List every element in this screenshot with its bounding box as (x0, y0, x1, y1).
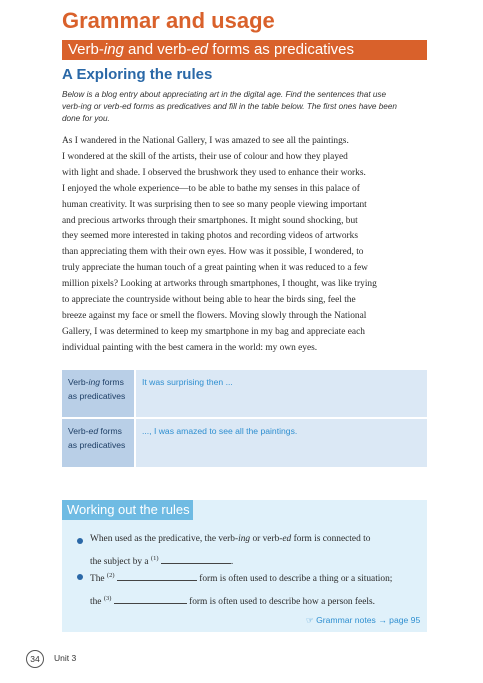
banner-text-3: forms as predicatives (208, 41, 355, 58)
rule-text: form is often used to describe how a person feels. (189, 597, 375, 608)
passage-line: As I wandered in the National Gallery, I was amazed to see all the paintings. (62, 136, 349, 146)
passage-line: million pixels? Looking at artworks through smartphones, I thought, was like trying (62, 279, 377, 290)
blank-3[interactable] (114, 593, 187, 604)
passage-line: to appreciate the countryside without being able to hear the birds sing, feel the (62, 295, 356, 306)
unit-label: Unit 3 (54, 653, 77, 663)
rule-text: form is connected to (291, 534, 371, 544)
rule-text: the (90, 597, 104, 608)
instructions (62, 89, 428, 126)
passage-line: and precious artworks through their smartphones. It might sound shocking, but (62, 215, 358, 226)
rule-text: . (230, 557, 234, 568)
pointing-hand-icon: ☞ (306, 615, 314, 625)
page-title: Grammar and usage (62, 8, 275, 33)
banner-ing: ing (103, 41, 124, 58)
instructions-line: verb-ing or verb-ed forms as predicatives and fill in the table below. The first ones have been (62, 102, 397, 112)
grammar-notes-text: Grammar notes → page 95 (316, 615, 421, 625)
banner-ed: ed (191, 41, 209, 58)
label-part: Verb- (68, 377, 89, 387)
label-part: as predicatives (68, 440, 126, 450)
label-italic: ed (88, 426, 99, 436)
rule-italic: ing (238, 534, 251, 544)
row-ing-label (68, 375, 132, 403)
passage-line: individual painting with the best camera in the world: my own eyes. (62, 342, 318, 353)
blank-number: (3) (103, 595, 112, 603)
predicatives-table (62, 370, 427, 467)
blank-1[interactable] (161, 553, 231, 564)
bullet-icon (77, 538, 83, 544)
blank-number: (2) (106, 572, 115, 579)
label-part: forms (100, 377, 124, 387)
passage-line: breeze against my face or smell the flowers. Moving slowly through the National (62, 310, 367, 321)
label-part: as predicatives (68, 391, 126, 401)
passage-line: human creativity. It was surprising then to see so many people viewing important (62, 199, 367, 210)
row-ing-value: It was surprising then ... (142, 377, 233, 387)
rule-text: or verb- (250, 534, 283, 544)
grammar-notes-link[interactable] (306, 615, 420, 626)
rules-header: Working out the rules (62, 500, 193, 520)
banner-text-1: Verb- (68, 41, 104, 58)
passage-line: than appreciating them with their own eyes. How was it possible, I wondered, to (62, 247, 364, 258)
label-italic: ing (88, 377, 101, 387)
blank-2[interactable] (117, 570, 197, 581)
rule-text: The (90, 574, 107, 585)
instructions-line: Below is a blog entry about appreciating art in the digital age. Find the sentences that use (62, 90, 387, 99)
table-row-divider (62, 417, 427, 419)
rule-2 (90, 566, 420, 612)
rule-italic: ed (282, 534, 292, 544)
passage-line: Gallery, I was determined to keep my smartphone in my bag and appreciate each (62, 326, 365, 337)
label-part: Verb- (68, 426, 89, 436)
rule-text: the subject by a (90, 557, 151, 568)
rule-text: form is often used to describe a thing or a situation; (199, 574, 393, 585)
label-part: forms (98, 426, 122, 436)
page-number: 34 (26, 650, 44, 668)
bullet-icon (77, 574, 83, 580)
rule-text: When used as the predicative, the verb- (90, 534, 239, 544)
blank-number: (1) (150, 555, 159, 562)
banner-text-2: and verb- (123, 41, 192, 58)
passage-line: truly appreciate the human touch of a great painting when it was reduced to a few (62, 263, 368, 274)
passage-line: they seemed more interested in taking photos and recording videos of artworks (62, 231, 359, 242)
passage-line: I wondered at the skill of the artists, their use of colour and how they played (62, 151, 348, 162)
instructions-line: done for you. (62, 114, 110, 124)
passage-line: I enjoyed the whole experience—to be able to bathe my senses in this palace of (62, 183, 360, 194)
blog-passage (62, 134, 432, 357)
row-ed-value: ..., I was amazed to see all the paintings. (142, 426, 298, 436)
row-ed-label (68, 424, 132, 452)
section-heading: A Exploring the rules (62, 66, 213, 83)
passage-line: with light and shade. I observed the brushwork they used to enhance their works. (62, 167, 366, 178)
section-banner (62, 40, 427, 60)
